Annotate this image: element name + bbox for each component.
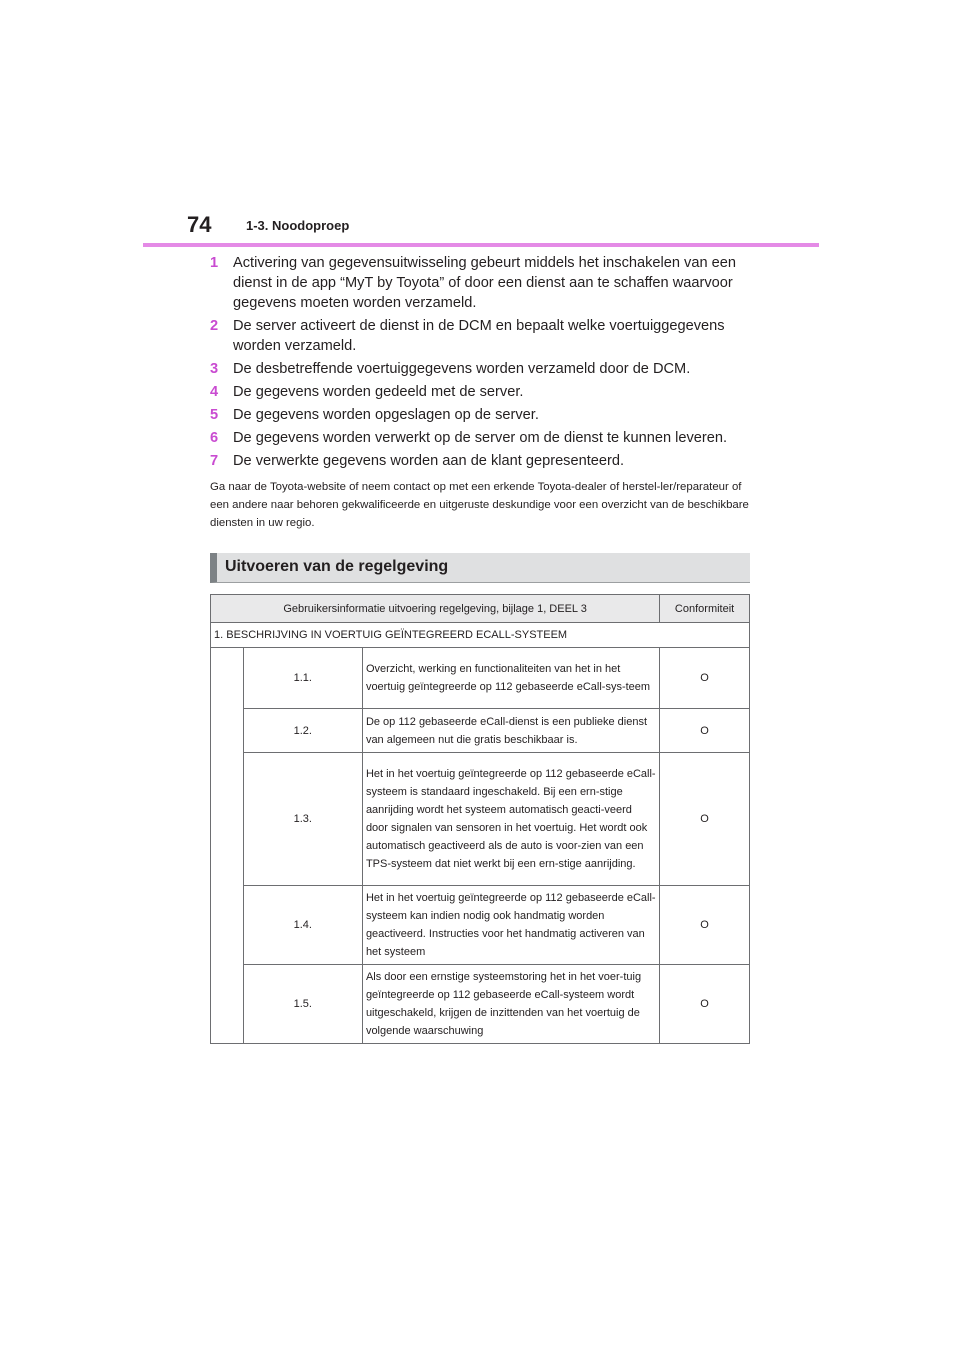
clause-text: Het in het voertuig geïntegreerde op 112 gebaseerde eCall-systeem kan indien nodig ook handmatig worden geactiveerd. Instructies voor het handmatig activeren van het systeem bbox=[362, 886, 659, 965]
table-row bbox=[211, 753, 750, 886]
step-number: 5 bbox=[210, 407, 219, 423]
table-group-row bbox=[211, 623, 750, 648]
step-number: 7 bbox=[210, 453, 219, 469]
step-text: De gegevens worden verwerkt op de server om de dienst te kunnen leveren. bbox=[233, 430, 728, 446]
step-item bbox=[210, 359, 755, 379]
clause-number: 1.2. bbox=[243, 709, 362, 753]
clause-text: De op 112 gebaseerde eCall-dienst is een publieke dienst van algemeen nut die gratis beschikbaar is. bbox=[362, 709, 659, 753]
table-row bbox=[211, 886, 750, 965]
clause-text: Als door een ernstige systeemstoring het in het voer-tuig geïntegreerde op 112 gebaseerde eCall-systeem wordt uitgeschakeld, krijgen de inzittenden van het voertuig de volgende waarschuwing bbox=[362, 965, 659, 1044]
header-divider bbox=[143, 243, 819, 247]
indent-cell bbox=[211, 648, 244, 1044]
section-title: Uitvoeren van de regelgeving bbox=[225, 558, 449, 575]
table-row bbox=[211, 709, 750, 753]
step-item bbox=[210, 405, 755, 425]
step-item bbox=[210, 316, 755, 356]
step-item bbox=[210, 382, 755, 402]
page-number: 74 bbox=[187, 212, 212, 237]
info-note: Ga naar de Toyota-website of neem contact op met een erkende Toyota-dealer of herstel-ler/reparateur of een andere naar behoren gekwalificeerde en uitgeruste deskundige voor een overzicht van de beschikbare diensten in uw regio. bbox=[210, 481, 749, 529]
step-number: 2 bbox=[210, 318, 219, 334]
conformity-mark: O bbox=[660, 709, 750, 753]
table-header-row bbox=[211, 595, 750, 623]
clause-number: 1.1. bbox=[243, 648, 362, 709]
step-number: 4 bbox=[210, 384, 219, 400]
table-row bbox=[211, 965, 750, 1044]
conformity-mark: O bbox=[660, 753, 750, 886]
step-item bbox=[210, 451, 755, 471]
step-text: De server activeert de dienst in de DCM en bepaalt welke voertuiggegevens worden verzameld. bbox=[233, 318, 725, 354]
header-conformity-cell: Conformiteit bbox=[660, 595, 750, 623]
group-label-cell: 1. BESCHRIJVING IN VOERTUIG GEÏNTEGREERD ECALL-SYSTEEM bbox=[211, 623, 750, 648]
step-number: 1 bbox=[210, 255, 219, 271]
chapter-label: 1-3. Noodoproep bbox=[246, 218, 350, 233]
header-info-cell: Gebruikersinformatie uitvoering regelgeving, bijlage 1, DEEL 3 bbox=[211, 595, 660, 623]
step-text: De desbetreffende voertuiggegevens worden verzameld door de DCM. bbox=[233, 361, 691, 377]
conformity-mark: O bbox=[660, 886, 750, 965]
step-list bbox=[210, 253, 755, 474]
conformity-mark: O bbox=[660, 965, 750, 1044]
section-header bbox=[210, 553, 750, 583]
regulation-table bbox=[210, 594, 750, 1044]
step-text: Activering van gegevensuitwisseling gebeurt middels het inschakelen van een dienst in de app “MyT by Toyota” of door een dienst aan te schaffen waarvoor gegevens moeten worden verzameld. bbox=[233, 255, 736, 311]
clause-number: 1.3. bbox=[243, 753, 362, 886]
step-number: 3 bbox=[210, 361, 219, 377]
clause-text: Het in het voertuig geïntegreerde op 112 gebaseerde eCall-systeem is standaard ingeschakeld. Bij een ern-stige aanrijding wordt het systeem automatisch geacti-veerd door signalen van sensoren in het voertuig. Het wordt ook automatisch geactiveerd als de auto is voor-zien van een TPS-systeem dat niet werkt bij een ern-stige aanrijding. bbox=[362, 753, 659, 886]
clause-text: Overzicht, werking en functionaliteiten van het in het voertuig geïntegreerde op 112 gebaseerde eCall-sys-teem bbox=[362, 648, 659, 709]
clause-number: 1.5. bbox=[243, 965, 362, 1044]
step-item bbox=[210, 253, 755, 313]
table-row bbox=[211, 648, 750, 709]
step-item bbox=[210, 428, 755, 448]
step-number: 6 bbox=[210, 430, 219, 446]
conformity-mark: O bbox=[660, 648, 750, 709]
step-text: De verwerkte gegevens worden aan de klant gepresenteerd. bbox=[233, 453, 625, 469]
step-text: De gegevens worden gedeeld met de server. bbox=[233, 384, 524, 400]
step-text: De gegevens worden opgeslagen op de server. bbox=[233, 407, 539, 423]
clause-number: 1.4. bbox=[243, 886, 362, 965]
